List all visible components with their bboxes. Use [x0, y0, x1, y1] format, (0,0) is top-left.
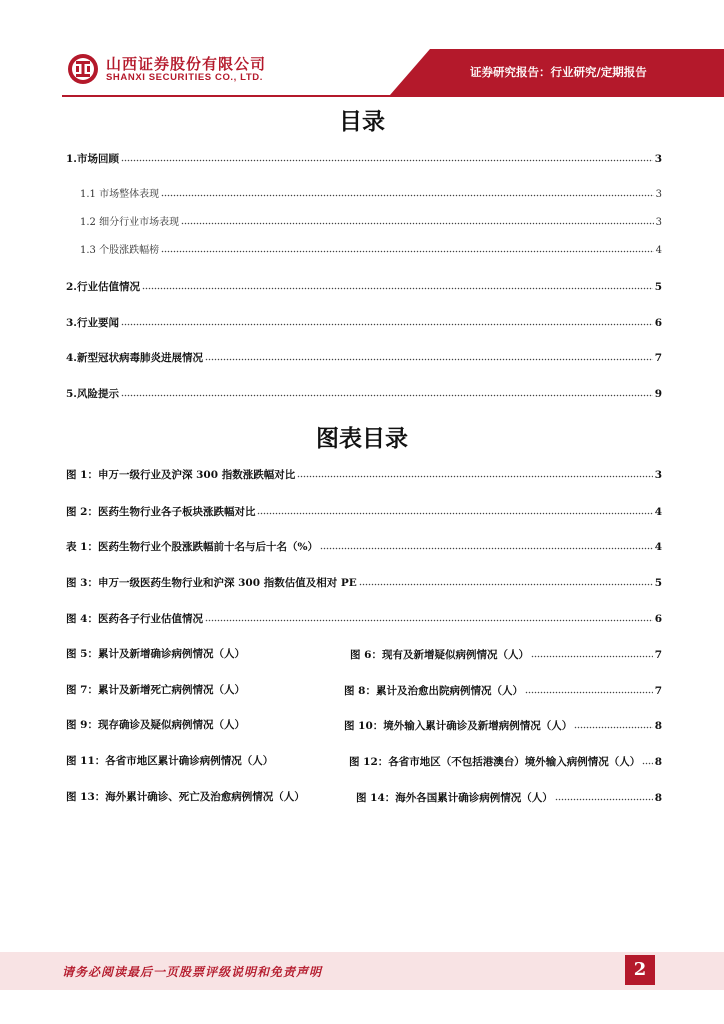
toc-entry-page: 3 [654, 153, 662, 165]
leader-dots [161, 186, 654, 198]
toc-title: 目录 [339, 109, 385, 135]
figure-entry-label: 图 4：医药各子行业估值情况 [66, 613, 203, 625]
toc-entry-page: 6 [654, 317, 662, 329]
figure-entry-label: 图 2：医药生物行业各子板块涨跌幅对比 [66, 506, 256, 518]
figure-entry-page: 7 [654, 685, 662, 697]
figure-entry-left[interactable]: 图 13：海外累计确诊、死亡及治愈病例情况（人） [66, 791, 305, 803]
figure-entry-page: 3 [654, 469, 662, 481]
figure-entry-label: 表 1：医药生物行业个股涨跌幅前十名与后十名（%） [66, 541, 318, 553]
toc-entry-label: 2.行业估值情况 [66, 281, 140, 293]
company-logo-icon [67, 53, 99, 85]
toc-entry-page: 4 [655, 245, 662, 256]
figure-entry-label: 图 14：海外各国累计确诊病例情况（人） [356, 792, 553, 804]
figure-entry-right[interactable] [356, 789, 662, 805]
toc-entry-label: 5.风险提示 [66, 388, 119, 400]
figure-entry-right[interactable] [344, 717, 662, 733]
figure-entry[interactable] [66, 610, 662, 626]
figure-entry-left[interactable]: 图 5：累计及新增确诊病例情况（人） [66, 648, 245, 660]
leader-dots [359, 575, 653, 587]
toc-entry-page: 3 [655, 189, 662, 200]
leader-dots [205, 611, 653, 623]
leader-dots [121, 151, 653, 163]
leader-dots [297, 467, 652, 479]
leader-dots [574, 718, 652, 730]
toc-entry[interactable] [66, 278, 662, 294]
leader-dots [257, 504, 652, 516]
toc-entry[interactable] [80, 213, 662, 229]
figure-entry-left[interactable]: 图 9：现存确诊及疑似病例情况（人） [66, 719, 245, 731]
figure-entry-label: 图 3：申万一级医药生物行业和沪深 300 指数估值及相对 PE [66, 577, 357, 589]
toc-entry-page: 3 [655, 217, 662, 228]
figure-entry-label: 图 12：各省市地区（不包括港澳台）境外输入病例情况（人） [349, 756, 641, 768]
figures-title: 图表目录 [316, 426, 408, 452]
figure-entry-page: 8 [654, 720, 662, 732]
figure-entry-page: 8 [654, 792, 662, 804]
figure-entry-label: 图 8：累计及治愈出院病例情况（人） [344, 685, 523, 697]
toc-entry[interactable] [66, 385, 662, 401]
leader-dots [525, 683, 653, 695]
leader-dots [555, 790, 653, 802]
figure-entry-page: 5 [654, 577, 662, 589]
toc-entry-label: 1.市场回顾 [66, 153, 119, 165]
leader-dots [121, 386, 653, 398]
toc-entry[interactable] [80, 185, 662, 201]
figure-entry-page: 7 [654, 649, 662, 661]
figure-entry-page: 4 [654, 506, 662, 518]
toc-entry-label: 4.新型冠状病毒肺炎进展情况 [66, 352, 203, 364]
figure-entry[interactable] [66, 466, 662, 482]
toc-entry-label: 1.2 细分行业市场表现 [80, 217, 180, 228]
figure-entry-label: 图 6：现有及新增疑似病例情况（人） [350, 649, 529, 661]
leader-dots [121, 315, 653, 327]
figure-entry[interactable] [66, 538, 662, 554]
company-name-cn: 山西证券股份有限公司 [106, 55, 267, 73]
toc-entry-page: 7 [654, 352, 662, 364]
toc-entry-label: 3.行业要闻 [66, 317, 119, 329]
page-header [0, 0, 724, 100]
toc-entry[interactable] [80, 241, 662, 257]
toc-entry-page: 5 [654, 281, 662, 293]
figure-entry-right[interactable] [344, 682, 662, 698]
figure-entry-page: 8 [654, 756, 662, 768]
figure-pair-row [66, 753, 662, 769]
leader-dots [320, 539, 653, 551]
company-name-en: SHANXI SECURITIES CO., LTD. [106, 72, 263, 83]
footer-disclaimer: 请务必阅读最后一页股票评级说明和免责声明 [62, 965, 323, 979]
figure-entry-page: 6 [654, 613, 662, 625]
figure-entry-left[interactable]: 图 11：各省市地区累计确诊病例情况（人） [66, 755, 274, 767]
header-rule [62, 95, 724, 97]
toc-entry[interactable] [66, 349, 662, 365]
toc-entry[interactable] [66, 314, 662, 330]
figure-entry[interactable] [66, 503, 662, 519]
figure-entry[interactable] [66, 574, 662, 590]
leader-dots [161, 242, 654, 254]
toc-entry-label: 1.3 个股涨跌幅榜 [80, 245, 160, 256]
leader-dots [205, 350, 653, 362]
leader-dots [181, 214, 654, 226]
figure-entry-label: 图 1：申万一级行业及沪深 300 指数涨跌幅对比 [66, 469, 296, 481]
figure-pair-row [66, 646, 662, 662]
figure-pair-row [66, 682, 662, 698]
leader-dots [642, 754, 652, 766]
leader-dots [142, 279, 653, 291]
report-type: 证券研究报告：行业研究/定期报告 [470, 65, 647, 79]
figure-pair-row [66, 717, 662, 733]
toc-entry-page: 9 [654, 388, 662, 400]
figure-entry-right[interactable] [349, 753, 662, 769]
figure-entry-page: 4 [654, 541, 662, 553]
toc-entry[interactable] [66, 150, 662, 166]
toc-entry-label: 1.1 市场整体表现 [80, 189, 160, 200]
figure-entry-left[interactable]: 图 7：累计及新增死亡病例情况（人） [66, 684, 245, 696]
figure-pair-row [66, 789, 662, 805]
page-number: 2 [625, 955, 655, 985]
figure-entry-label: 图 10：境外输入累计确诊及新增病例情况（人） [344, 720, 573, 732]
figure-entry-right[interactable] [350, 646, 662, 662]
leader-dots [531, 647, 653, 659]
